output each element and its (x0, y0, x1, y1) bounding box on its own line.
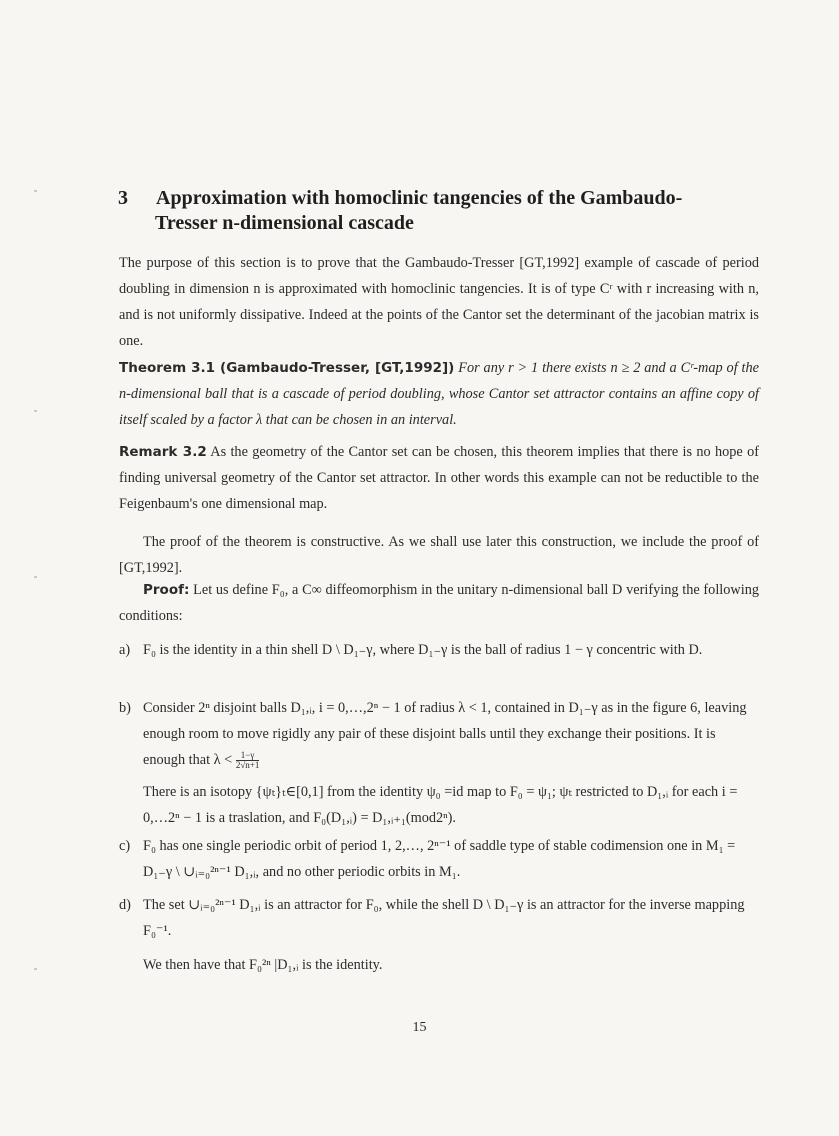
condition-label: c) (119, 838, 131, 854)
condition-d (119, 892, 759, 944)
fraction-denominator: 2√n+1 (235, 760, 260, 771)
remark-label: Remark 3.2 (119, 444, 207, 460)
remark-text: As the geometry of the Cantor set can be chosen, this theorem implies that there is no hope of finding universal geometry of the Cantor set attractor. In other words this example can not be reductible to the Feigenbaum's one dimensional map. (119, 444, 759, 512)
lambda-bound-fraction (236, 751, 260, 770)
remark-3-2 (119, 439, 759, 517)
condition-label: a) (119, 642, 131, 658)
condition-label: d) (119, 897, 131, 913)
section-number: 3 (118, 187, 128, 209)
condition-text: F₀ has one single periodic orbit of period 1, 2,…, 2ⁿ⁻¹ of saddle type of stable codimension one in M₁ = D₁₋γ \ ∪ᵢ₌₀²ⁿ⁻¹ D₁,ᵢ, and no other periodic orbits in M₁. (143, 838, 736, 880)
condition-text: The set ∪ᵢ₌₀²ⁿ⁻¹ D₁,ᵢ is an attractor for F₀, while the shell D \ D₁₋γ is an attractor for the inverse mapping F₀⁻¹. (143, 897, 745, 939)
closing-sentence: We then have that F₀²ⁿ |D₁,ᵢ is the identity. (143, 957, 383, 973)
condition-b (119, 695, 759, 831)
scan-speck (34, 410, 37, 412)
proof-label: Proof: (143, 582, 190, 598)
theorem-3-1 (119, 355, 759, 433)
condition-text: F₀ is the identity in a thin shell D \ D₁₋γ, where D₁₋γ is the ball of radius 1 − γ concentric with D. (143, 642, 703, 658)
proof-text: Let us define F₀, a C∞ diffeomorphism in the unitary n-dimensional ball D verifying the following conditions: (119, 582, 760, 624)
proof-intro-paragraph: The proof of the theorem is constructive. As we shall use later this construction, we include the proof of [GT,1992]. (119, 534, 759, 576)
scan-speck (34, 190, 37, 192)
condition-a (119, 637, 759, 663)
theorem-text: For any r > 1 there exists n ≥ 2 and a Cʳ-map of the n-dimensional ball that is a cascade of period doubling, whose Cantor set attractor contains an affine copy of itself scaled by a factor λ that can be chosen in an interval. (119, 360, 760, 428)
condition-c (119, 833, 759, 885)
page-number: 15 (412, 1020, 427, 1035)
theorem-label: Theorem 3.1 (Gambaudo-Tresser, [GT,1992]) (119, 360, 455, 376)
intro-paragraph: The purpose of this section is to prove that the Gambaudo-Tresser [GT,1992] example of cascade of period doubling in dimension n is approximated with homoclinic tangencies. It is of type Cʳ with r increasing with n, and is not uniformly dissipative. Indeed at the points of the Cantor set the determinant of the jacobian matrix is one. (119, 255, 759, 349)
section-title-line1: Approximation with homoclinic tangencies of the Gambaudo- (156, 187, 683, 209)
condition-label: b) (119, 700, 131, 716)
scan-speck (34, 968, 37, 970)
section-title-line2: Tresser n-dimensional cascade (155, 212, 414, 234)
condition-b-isotopy: There is an isotopy {ψₜ}ₜ∈[0,1] from the identity ψ₀ =id map to F₀ = ψ₁; ψₜ restricted to D₁,ᵢ for each i = 0,…2ⁿ − 1 is a traslation, and F₀(D₁,ᵢ) = D₁,ᵢ₊₁(mod2ⁿ). (143, 784, 738, 826)
condition-text: Consider 2ⁿ disjoint balls D₁,ᵢ, i = 0,…,2ⁿ − 1 of radius λ < 1, contained in D₁₋γ as in the figure 6, leaving enough room to move rigidly any pair of these disjoint balls until they exchange their positions. It is enough that λ < (143, 700, 747, 768)
section-heading (118, 186, 778, 236)
fraction-numerator: 1−γ (240, 750, 255, 761)
scan-speck (34, 576, 37, 578)
proof-paragraph (119, 577, 759, 629)
